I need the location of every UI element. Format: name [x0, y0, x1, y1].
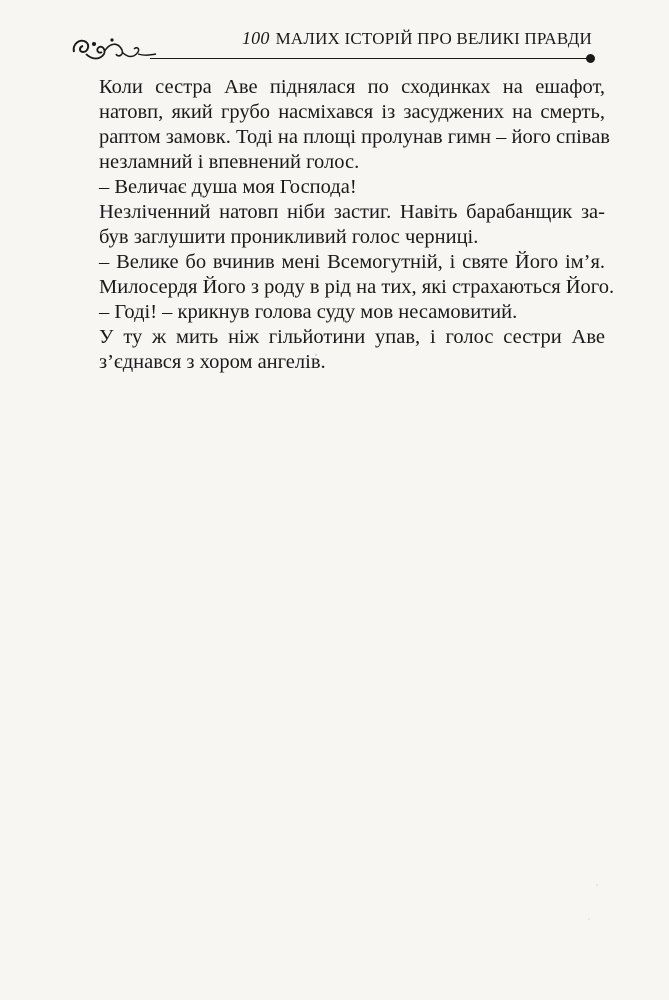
print-speck: [315, 354, 317, 356]
running-head: [242, 28, 592, 49]
text-line: Милосердя Його з роду в рід на тих, які страхаються Його.: [99, 276, 615, 298]
print-speck: [596, 884, 598, 886]
text-line: незламний і впевнений голос.: [99, 151, 360, 173]
text-line: з’єднався з хором ангелів.: [99, 351, 326, 373]
text-line: Незліченний натовп ніби застиг. Навіть барабанщик за-: [99, 201, 605, 223]
text-line: Коли сестра Аве піднялася по сходинках на ешафот,: [99, 76, 605, 98]
text-line: – Годі! – крикнув голова суду мов несамовитий.: [99, 301, 518, 323]
text-line: – Велике бо вчинив мені Всемогутній, і святе Його ім’я.: [99, 251, 605, 273]
text-line: – Величає душа моя Господа!: [99, 176, 357, 198]
text-line: раптом замовк. Тоді на площі пролунав гимн – його співав: [99, 126, 610, 148]
header-rule: [150, 58, 590, 59]
page-header: [70, 22, 610, 68]
header-rule-dot: [586, 54, 595, 63]
flourish-ornament-icon: [70, 30, 160, 66]
text-line: У ту ж мить ніж гільйотини упав, і голос сестри Аве: [99, 326, 605, 348]
body-text: [99, 75, 615, 375]
running-head-number: 100: [241, 28, 270, 48]
text-line: був заглушити проникливий голос черниці.: [99, 226, 479, 248]
text-line: натовп, який грубо насміхався із засуджених на смерть,: [99, 101, 605, 123]
running-head-title: МАЛИХ ІСТОРІЙ ПРО ВЕЛИКІ ПРАВДИ: [275, 29, 592, 48]
print-speck: [588, 918, 590, 920]
